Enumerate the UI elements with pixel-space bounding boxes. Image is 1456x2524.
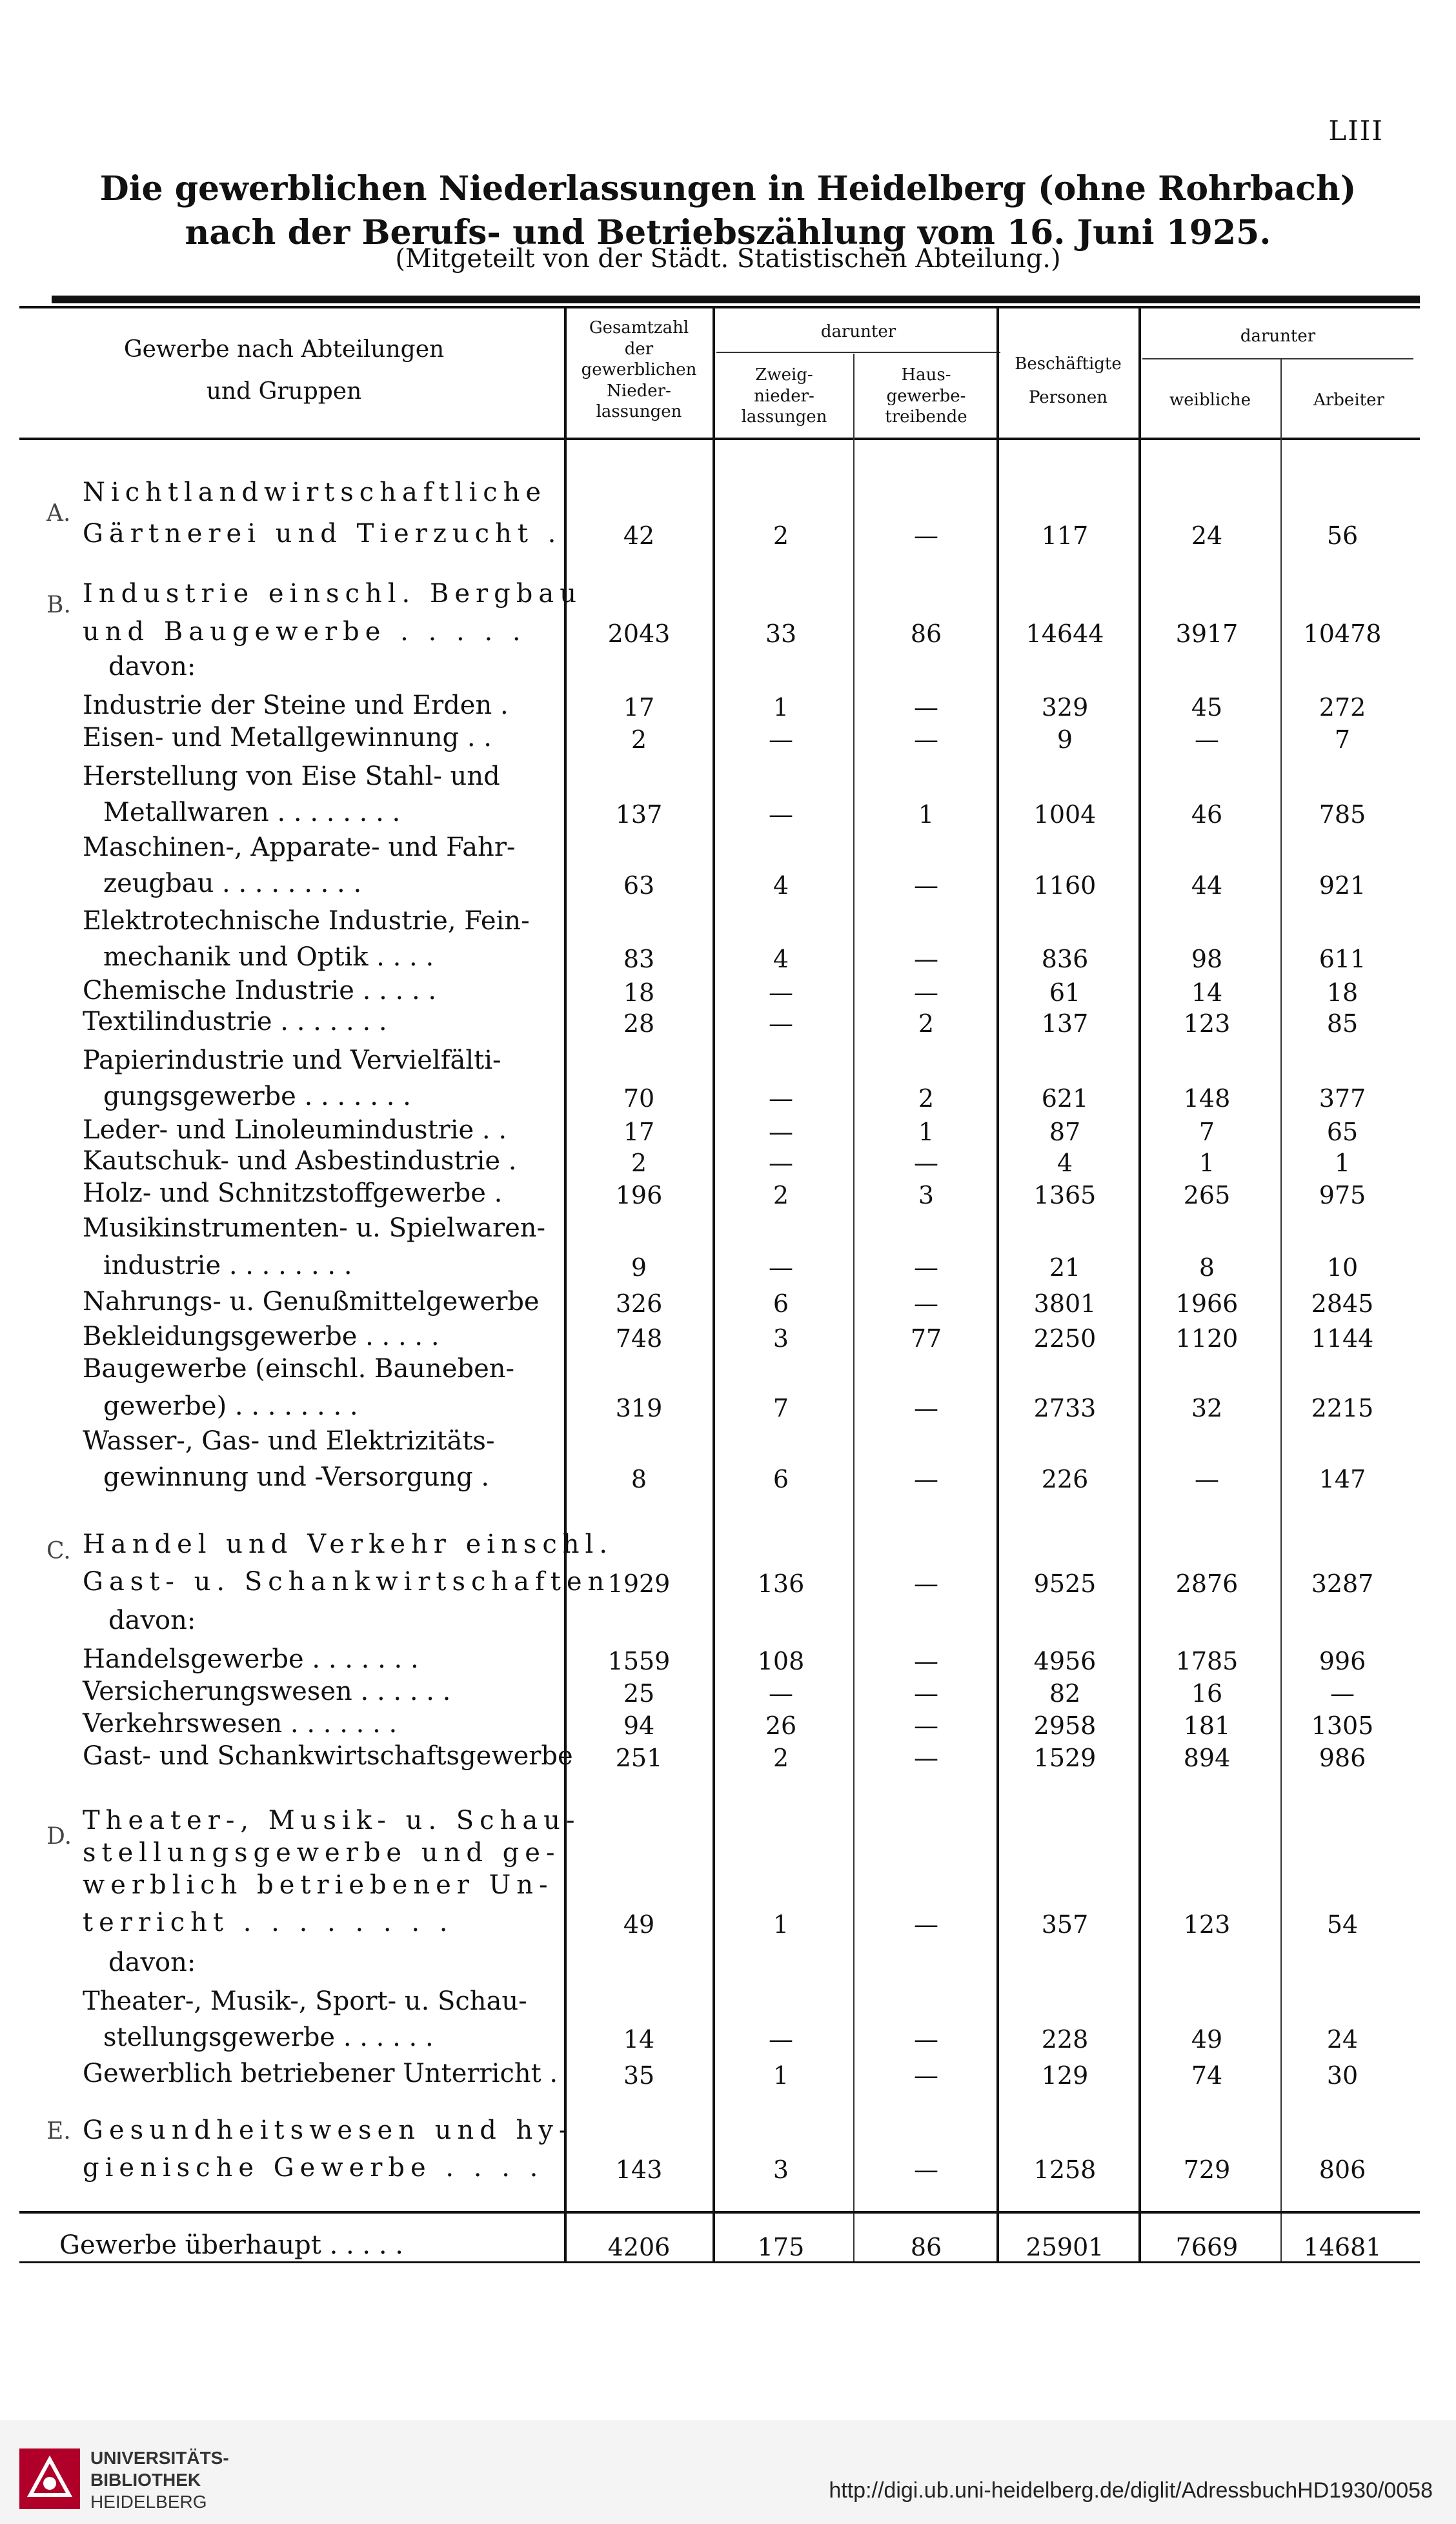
row-label: werblich betriebener Un- [83,1870,554,1900]
row-label: mechanik und Optik . . . . [103,942,434,972]
row-label: Bekleidungsgewerbe . . . . . [83,1322,440,1351]
total-row [0,2230,1456,2269]
cell-col-4: 61 [1049,978,1081,1007]
table-row [0,2115,1456,2154]
library-name-line2: BIBLIOTHEK [90,2470,201,2490]
cell-col-6: 147 [1319,1465,1366,1493]
cell-col-5: 2876 [1175,1570,1239,1598]
cell-col-2: 26 [765,1711,797,1740]
cell-col-1: 17 [623,1118,655,1146]
row-label: Nichtlandwirtschaftliche [83,478,547,507]
cell-col-5: 32 [1191,1394,1223,1422]
cell-col-5: 894 [1183,1744,1231,1772]
row-label: Verkehrswesen . . . . . . . [83,1709,398,1739]
cell-col-6: 975 [1319,1181,1366,1209]
cell-col-4: 2250 [1033,1324,1097,1353]
header-haus [858,365,994,428]
cell-col-6: 785 [1319,800,1366,829]
cell-col-2: 4 [773,871,789,900]
header-gesamtzahl-l4: Nieder- [607,381,671,401]
cell-col-3: — [914,2155,938,2184]
row-label: Herstellung von Eise Stahl- und [83,762,500,791]
cell-col-2: 6 [773,1289,789,1318]
cell-col-6: 1305 [1311,1711,1374,1740]
cell-col-6: 85 [1326,1009,1359,1038]
cell-col-2: 108 [757,1647,805,1675]
cell-col-3: — [914,1679,938,1708]
table-row [0,1606,1456,1644]
header-sub-rule-b [1142,358,1413,359]
header-weibliche: weibliche [1169,390,1251,410]
cell-col-2: — [769,1253,793,1282]
table-row [0,942,1456,981]
cell-col-5: 8 [1198,1253,1215,1282]
library-name-line1: UNIVERSITÄTS- [90,2448,229,2468]
section-mark-d: D. [46,1823,72,1850]
row-label: gungsgewerbe . . . . . . . [103,1082,411,1111]
table-row [0,869,1456,907]
row-label: Chemische Industrie . . . . . [83,976,437,1005]
table-row [0,2153,1456,2192]
cell-col-4: 137 [1041,1009,1089,1038]
row-label: Papierindustrie und Vervielfälti- [83,1045,501,1075]
cell-col-4: 621 [1041,1084,1089,1113]
row-label: gewinnung und -Versorgung . [103,1462,490,1492]
row-label: gienische Gewerbe . . . . [83,2153,544,2183]
table-row [0,1287,1456,1326]
footer-bar [0,2420,1456,2524]
cell-col-1: 8 [631,1465,647,1493]
total-top-rule [19,2211,1420,2214]
row-label: Nahrungs- u. Genußmittelgewerbe [83,1287,540,1317]
cell-col-3: — [914,1289,938,1318]
table-row [0,1567,1456,1606]
header-category [26,329,542,413]
cell-col-2: 1 [773,1910,789,1939]
cell-col-3: — [914,521,938,550]
cell-col-1: 2 [631,725,647,754]
cell-col-4: 82 [1049,1679,1081,1708]
cell-col-3: 2 [918,1009,935,1038]
cell-col-5: 3917 [1175,620,1239,648]
cell-col-6: — [1330,1679,1355,1708]
cell-col-2: 6 [773,1465,789,1493]
row-label: Textilindustrie . . . . . . . [83,1007,387,1036]
row-label: Gast- u. Schankwirtschaften [83,1567,611,1597]
cell-col-3: — [914,693,938,722]
cell-col-5: 123 [1183,1009,1231,1038]
cell-col-4: 357 [1041,1910,1089,1939]
row-label: stellungsgewerbe und ge- [83,1838,561,1868]
header-darunter-a: darunter [820,322,896,341]
row-label: Gewerblich betriebener Unterricht . [83,2059,558,2088]
cell-col-3: 1 [918,800,935,829]
table-row [0,1986,1456,2025]
row-label: Handelsgewerbe . . . . . . . [83,1644,419,1674]
total-label: Gewerbe überhaupt . . . . . [59,2230,404,2260]
cell-col-3: 77 [910,1324,942,1353]
cell-col-1: 17 [623,693,655,722]
cell-col-6: 2845 [1311,1289,1374,1318]
cell-col-1: 1929 [607,1570,671,1598]
cell-col-3: — [914,725,938,754]
cell-col-2: 1 [773,693,789,722]
cell-col-2: 2 [773,1181,789,1209]
page-title-line2: nach der Berufs- und Betriebszählung vom 16. Juni 1925. [185,213,1271,252]
header-gesamtzahl-l3: gewerblichen [581,360,697,379]
total-weibliche: 7669 [1175,2233,1239,2261]
cell-col-3: — [914,1647,938,1675]
cell-col-5: 265 [1183,1181,1231,1209]
cell-col-1: 25 [623,1679,655,1708]
cell-col-1: 18 [623,978,655,1007]
row-label: Leder- und Linoleumindustrie . . [83,1115,507,1145]
cell-col-1: 70 [623,1084,655,1113]
table-row [0,1530,1456,1568]
cell-col-4: 1004 [1033,800,1097,829]
cell-col-1: 748 [615,1324,663,1353]
header-zweig-l3: lassungen [741,407,827,427]
cell-col-2: — [769,800,793,829]
row-label: terricht . . . . . . . . [83,1908,454,1937]
library-name-line3: HEIDELBERG [90,2492,207,2512]
row-label: Industrie einschl. Bergbau [83,579,582,609]
total-haus: 86 [910,2233,942,2261]
total-beschaeftigte: 25901 [1026,2233,1104,2261]
row-label: Industrie der Steine und Erden . [83,691,509,720]
section-mark-c: C. [46,1538,71,1564]
cell-col-5: 24 [1191,521,1223,550]
cell-col-6: 10 [1326,1253,1359,1282]
header-darunter-b: darunter [1240,327,1316,346]
cell-col-2: — [769,1084,793,1113]
header-top-rule [19,306,1420,308]
table-row [0,833,1456,871]
row-label: stellungsgewerbe . . . . . . [103,2023,434,2052]
cell-col-2: — [769,2025,793,2054]
cell-col-3: 3 [918,1181,935,1209]
cell-col-4: 14644 [1026,620,1104,648]
cell-col-4: 129 [1041,2061,1089,2090]
cell-col-1: 49 [623,1910,655,1939]
cell-col-5: 74 [1191,2061,1223,2090]
cell-col-2: 3 [773,1324,789,1353]
header-beschaeftigte-l2: Personen [1028,388,1107,407]
cell-col-3: 86 [910,620,942,648]
row-label: Metallwaren . . . . . . . . [103,798,401,827]
cell-col-4: 9 [1057,725,1073,754]
section-mark-e: E. [46,2118,71,2145]
table-row [0,2059,1456,2097]
cell-col-6: 3287 [1311,1570,1374,1598]
cell-col-1: 35 [623,2061,655,2090]
header-gesamtzahl-l5: lassungen [596,402,682,421]
cell-col-2: — [769,1009,793,1038]
cell-col-4: 226 [1041,1465,1089,1493]
header-haus-l3: treibende [885,407,967,427]
row-label: Baugewerbe (einschl. Bauneben- [83,1354,515,1384]
cell-col-6: 54 [1326,1910,1359,1939]
header-haus-l1: Haus- [901,365,951,385]
cell-col-2: — [769,725,793,754]
cell-col-3: — [914,2061,938,2090]
cell-col-6: 1144 [1311,1324,1374,1353]
cell-col-5: 729 [1183,2155,1231,2184]
table-row [0,1082,1456,1120]
cell-col-5: 49 [1191,2025,1223,2054]
cell-col-6: 56 [1326,521,1359,550]
cell-col-6: 921 [1319,871,1366,900]
cell-col-3: 1 [918,1118,935,1146]
cell-col-1: 251 [615,1744,663,1772]
cell-col-6: 996 [1319,1647,1366,1675]
cell-col-4: 1529 [1033,1744,1097,1772]
table-row [0,906,1456,945]
cell-col-5: 98 [1191,945,1223,973]
row-label: Musikinstrumenten- u. Spielwaren- [83,1213,546,1243]
cell-col-2: 2 [773,521,789,550]
cell-col-4: 4 [1057,1149,1073,1177]
cell-col-5: 148 [1183,1084,1231,1113]
header-category-line1: Gewerbe nach Abteilungen [123,336,445,363]
total-arbeiter: 14681 [1303,2233,1382,2261]
cell-col-5: 1966 [1175,1289,1239,1318]
header-bottom-rule [19,438,1420,440]
cell-col-5: — [1195,725,1219,754]
table-row [0,1870,1456,1909]
row-label: zeugbau . . . . . . . . . [103,869,362,898]
cell-col-2: 136 [757,1570,805,1598]
header-sub-rule-a [716,352,1000,353]
cell-col-1: 2043 [607,620,671,648]
cell-col-1: 42 [623,521,655,550]
cell-col-6: 986 [1319,1744,1366,1772]
header-gesamtzahl [568,318,710,423]
page-subtitle: (Mitgeteilt von der Städt. Statistischen Abteilung.) [395,244,1061,274]
page-number: LIII [1328,115,1384,146]
cell-col-1: 2 [631,1149,647,1177]
cell-col-5: 1785 [1175,1647,1239,1675]
row-label: davon: [108,652,196,681]
cell-col-2: 33 [765,620,797,648]
cell-col-5: 16 [1191,1679,1223,1708]
header-beschaeftigte-l1: Beschäftigte [1015,354,1122,374]
cell-col-6: 377 [1319,1084,1366,1113]
header-arbeiter: Arbeiter [1313,390,1384,410]
table-row [0,723,1456,762]
cell-col-3: — [914,1465,938,1493]
table-row [0,1354,1456,1393]
table-row [0,1426,1456,1465]
row-label: davon: [108,1948,196,1977]
cell-col-6: 65 [1326,1118,1359,1146]
cell-col-3: — [914,978,938,1007]
cell-col-2: — [769,1149,793,1177]
cell-col-3: — [914,1744,938,1772]
row-label: Gast- und Schankwirtschaftsgewerbe [83,1741,573,1771]
cell-col-5: — [1195,1465,1219,1493]
cell-col-2: 7 [773,1394,789,1422]
table-row [0,798,1456,836]
header-zweig [716,365,852,428]
row-label: Wasser-, Gas- und Elektrizitäts- [83,1426,495,1456]
page-title: Die gewerblichen Niederlassungen in Heidelberg (ohne Rohrbach) [99,169,1357,208]
row-label: Versicherungswesen . . . . . . [83,1677,451,1706]
cell-col-2: 3 [773,2155,789,2184]
top-rule [52,296,1420,303]
table-row [0,1948,1456,1986]
table-row [0,579,1456,618]
header-category-line2: und Gruppen [206,378,362,405]
header-haus-l2: gewerbe- [886,386,966,406]
cell-col-1: 326 [615,1289,663,1318]
cell-col-3: — [914,871,938,900]
row-label: davon: [108,1606,196,1635]
cell-col-4: 2733 [1033,1394,1097,1422]
cell-col-4: 1365 [1033,1181,1097,1209]
section-mark-a: A. [46,500,71,527]
cell-col-5: 7 [1198,1118,1215,1146]
cell-col-1: 94 [623,1711,655,1740]
cell-col-1: 9 [631,1253,647,1282]
cell-col-6: 18 [1326,978,1359,1007]
cell-col-3: — [914,1394,938,1422]
row-label: Holz- und Schnitzstoffgewerbe . [83,1178,503,1208]
table-row [0,1391,1456,1430]
section-mark-b: B. [46,592,71,618]
row-label: industrie . . . . . . . . [103,1251,352,1280]
row-label: Elektrotechnische Industrie, Fein- [83,906,530,936]
cell-col-6: 10478 [1303,620,1382,648]
cell-col-4: 228 [1041,2025,1089,2054]
table-row [0,762,1456,800]
cell-col-6: 2215 [1311,1394,1374,1422]
cell-col-6: 1 [1334,1149,1351,1177]
cell-col-6: 806 [1319,2155,1366,2184]
cell-col-5: 44 [1191,871,1223,900]
row-label: Gesundheitswesen und hy- [83,2115,574,2145]
cell-col-3: — [914,1570,938,1598]
cell-col-5: 123 [1183,1910,1231,1939]
total-bottom-rule [19,2261,1420,2263]
cell-col-4: 87 [1049,1118,1081,1146]
cell-col-4: 117 [1041,521,1089,550]
row-label: Eisen- und Metallgewinnung . . [83,723,492,752]
cell-col-4: 329 [1041,693,1089,722]
table-row [0,652,1456,691]
cell-col-1: 137 [615,800,663,829]
header-zweig-l1: Zweig- [755,365,813,385]
cell-col-3: — [914,1253,938,1282]
row-label: Handel und Verkehr einschl. [83,1530,614,1559]
table-row [0,2023,1456,2061]
cell-col-5: 1120 [1175,1324,1239,1353]
cell-col-3: 2 [918,1084,935,1113]
cell-col-2: — [769,1118,793,1146]
cell-col-5: 14 [1191,978,1223,1007]
row-label: Maschinen-, Apparate- und Fahr- [83,833,516,862]
header-gesamtzahl-l1: Gesamtzahl [589,318,689,338]
table-row [0,1007,1456,1045]
cell-col-2: 4 [773,945,789,973]
total-zweig: 175 [757,2233,805,2261]
table-row [0,1251,1456,1289]
table-row [0,1213,1456,1252]
row-label: Theater-, Musik- u. Schau- [83,1806,581,1835]
cell-col-5: 45 [1191,693,1223,722]
cell-col-4: 1258 [1033,2155,1097,2184]
cell-col-3: — [914,945,938,973]
cell-col-1: 196 [615,1181,663,1209]
total-gesamtzahl: 4206 [607,2233,671,2261]
table-row [0,1741,1456,1780]
table-row [0,617,1456,656]
cell-col-4: 4956 [1033,1647,1097,1675]
cell-col-6: 30 [1326,2061,1359,2090]
cell-col-1: 319 [615,1394,663,1422]
table-row [0,1045,1456,1084]
cell-col-1: 1559 [607,1647,671,1675]
cell-col-4: 21 [1049,1253,1081,1282]
cell-col-4: 3801 [1033,1289,1097,1318]
cell-col-1: 143 [615,2155,663,2184]
cell-col-5: 1 [1198,1149,1215,1177]
cell-col-5: 46 [1191,800,1223,829]
cell-col-1: 63 [623,871,655,900]
table-row [0,1462,1456,1501]
cell-col-1: 14 [623,2025,655,2054]
cell-col-6: 611 [1319,945,1366,973]
cell-col-4: 1160 [1033,871,1097,900]
cell-col-3: — [914,1711,938,1740]
table-row [0,1908,1456,1946]
cell-col-3: — [914,1149,938,1177]
cell-col-1: 83 [623,945,655,973]
source-url-link[interactable]: http://digi.ub.uni-heidelberg.de/diglit/AdressbuchHD1930/0058 [829,2478,1433,2503]
cell-col-4: 836 [1041,945,1089,973]
cell-col-6: 24 [1326,2025,1359,2054]
row-label: Gärtnerei und Tierzucht . [83,519,562,549]
cell-col-6: 272 [1319,693,1366,722]
header-gesamtzahl-l2: der [624,339,654,359]
row-label: gewerbe) . . . . . . . . [103,1391,358,1421]
table-row [0,478,1456,516]
cell-col-5: 181 [1183,1711,1231,1740]
row-label: Theater-, Musik-, Sport- u. Schau- [83,1986,527,2016]
cell-col-2: — [769,978,793,1007]
table-row [0,1178,1456,1217]
cell-col-3: — [914,2025,938,2054]
cell-col-1: 28 [623,1009,655,1038]
cell-col-2: 2 [773,1744,789,1772]
table-row [0,519,1456,558]
header-zweig-l2: nieder- [754,386,814,406]
cell-col-3: — [914,1910,938,1939]
cell-col-4: 2958 [1033,1711,1097,1740]
cell-col-4: 9525 [1033,1570,1097,1598]
cell-col-2: — [769,1679,793,1708]
row-label: Kautschuk- und Asbestindustrie . [83,1146,517,1176]
cell-col-6: 7 [1334,725,1351,754]
row-label: und Baugewerbe . . . . . [83,617,527,647]
header-beschaeftigte [1000,347,1136,414]
cell-col-2: 1 [773,2061,789,2090]
library-logo-icon [14,2443,85,2514]
